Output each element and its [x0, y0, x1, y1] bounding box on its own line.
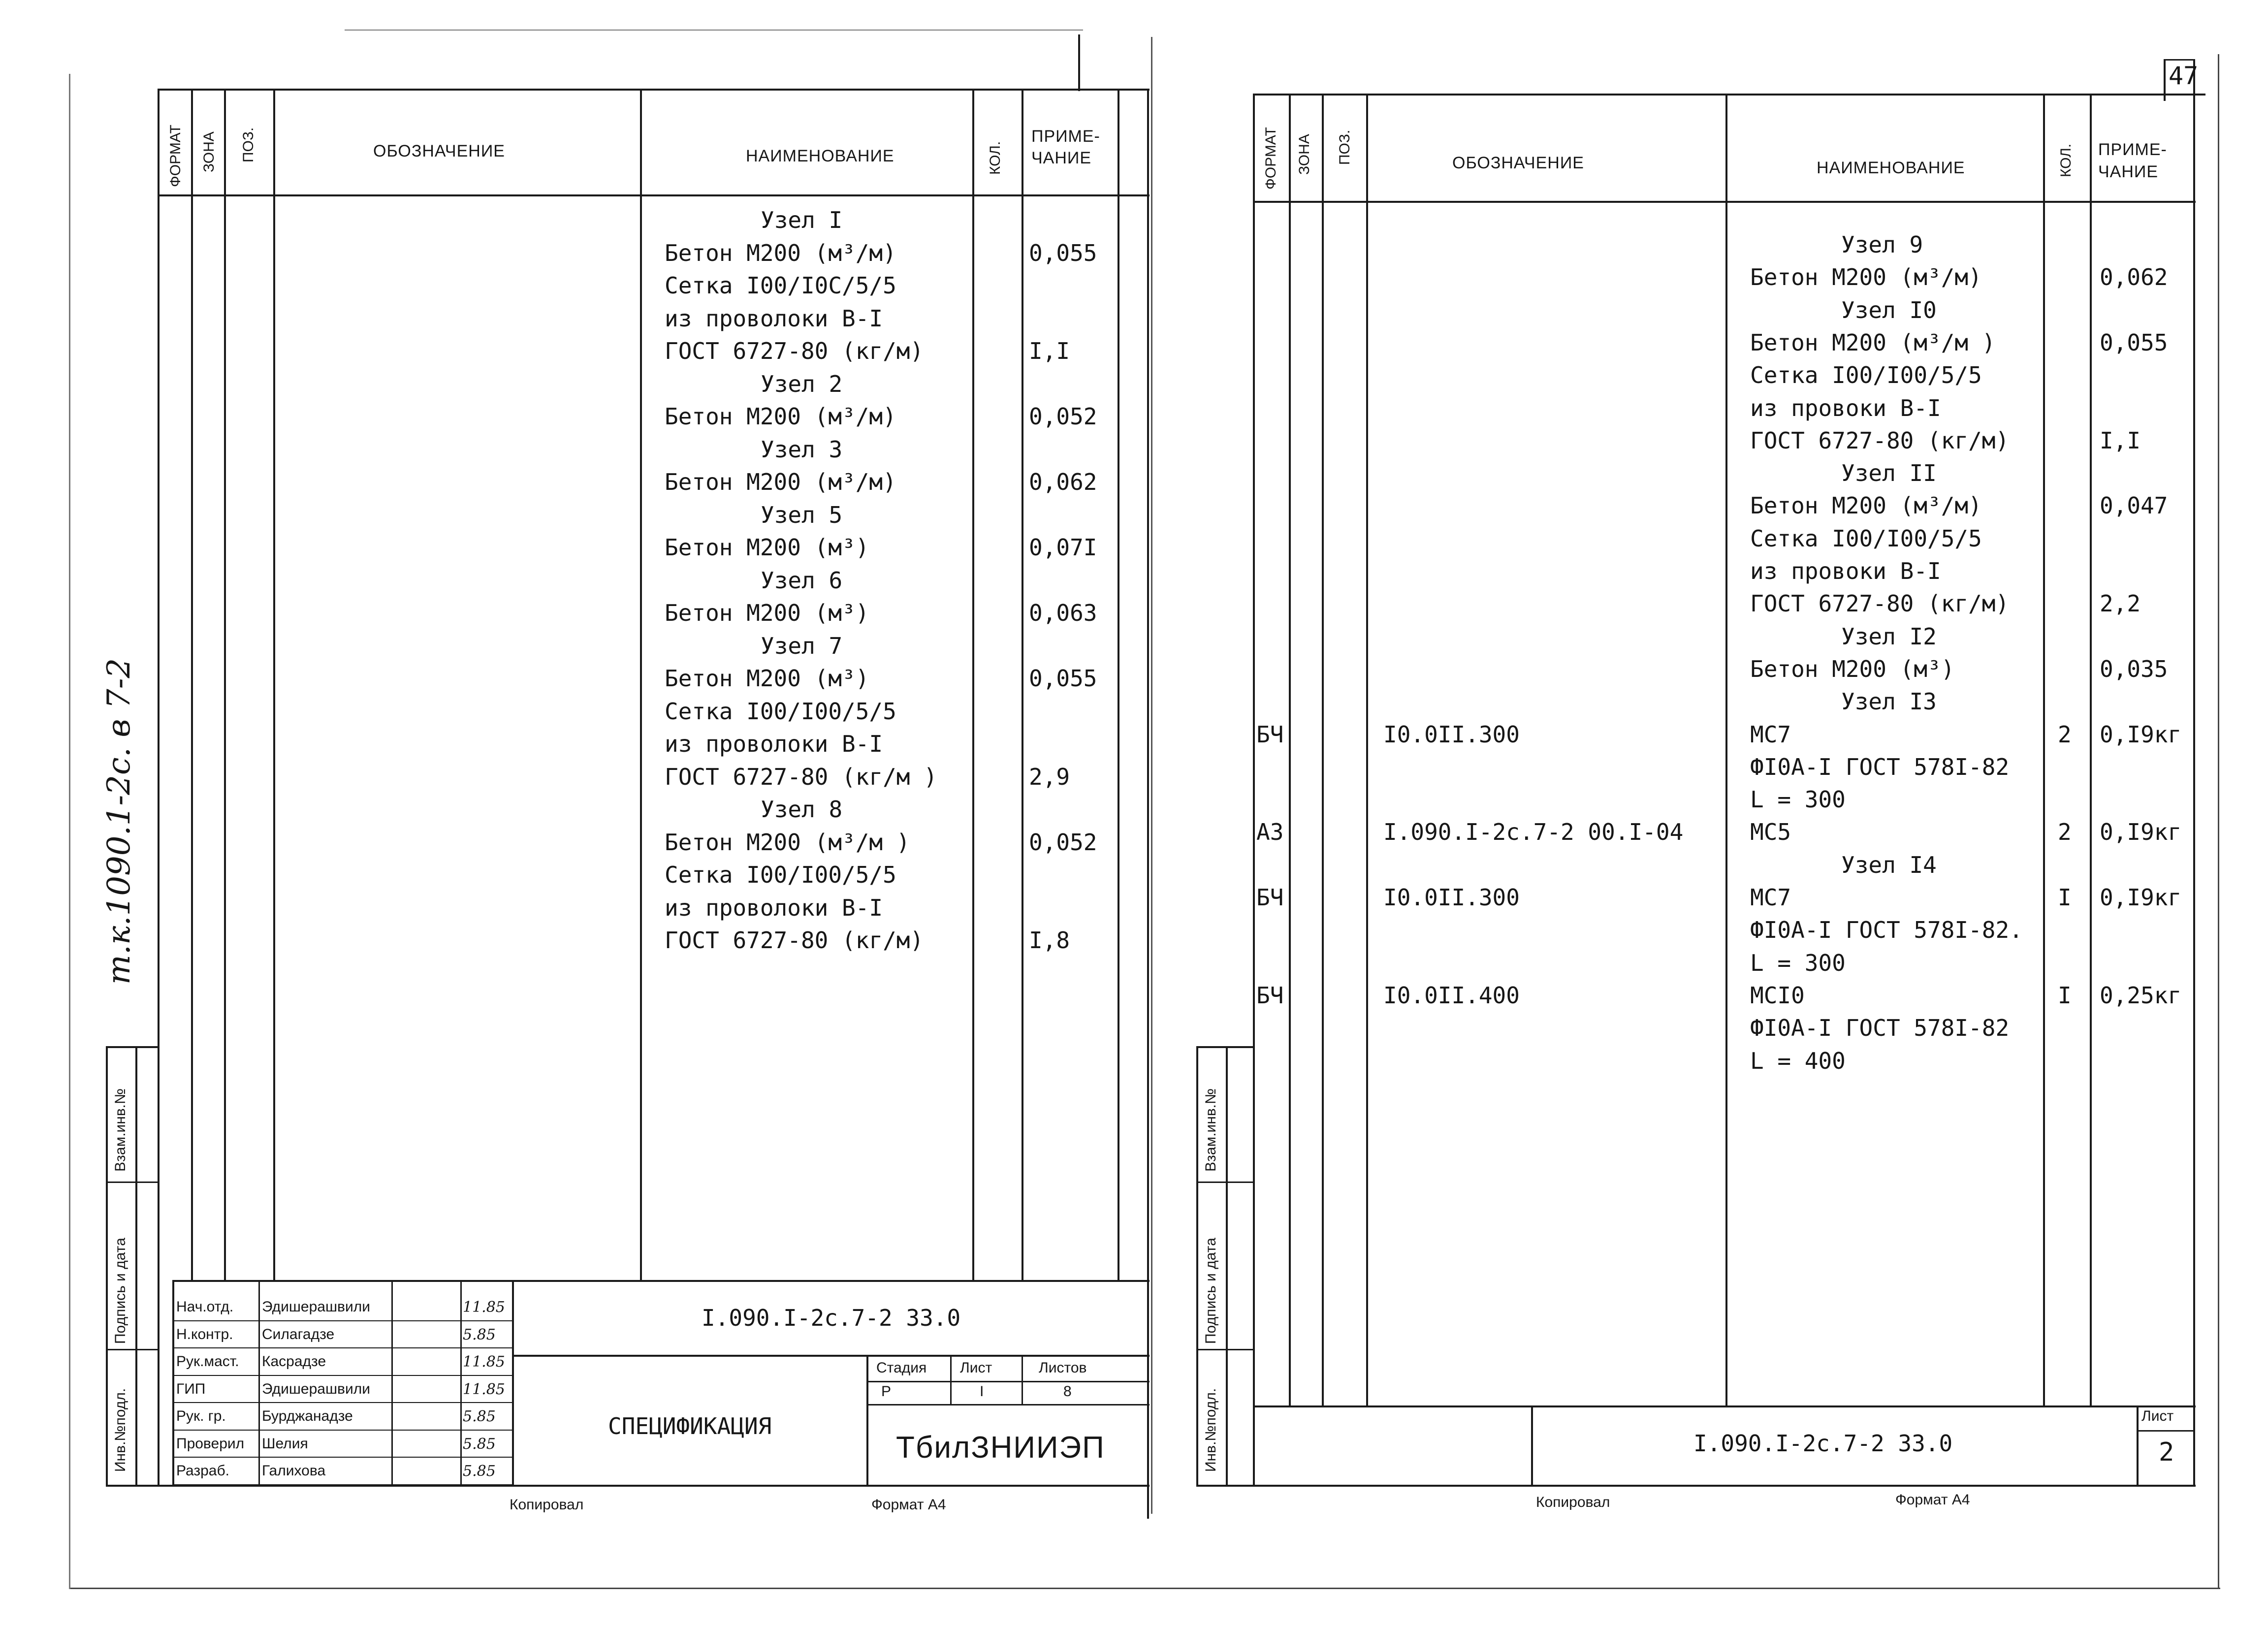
node-title: Узел 3	[761, 436, 843, 463]
r-header-format: ФОРМАТ	[1263, 127, 1279, 190]
item-name: ФI0А-I ГОСТ 578I-82	[1750, 1015, 2010, 1042]
item-format: БЧ	[1256, 721, 1284, 748]
node-title: Узел I0	[1841, 296, 1937, 323]
item-name: из провоки В-I	[1750, 558, 1941, 584]
item-name: L = 300	[1750, 786, 1846, 813]
title-block-sheet-label: Лист	[960, 1360, 992, 1376]
item-name: ГОСТ 6727-80 (кг/м)	[665, 927, 924, 954]
item-format: А3	[1256, 819, 1284, 846]
role-name: Шелия	[262, 1435, 308, 1452]
item-note: 0,I9кг	[2100, 721, 2182, 748]
item-name: МС5	[1750, 819, 1791, 846]
item-format: БЧ	[1256, 982, 1284, 1009]
header-zone: ЗОНА	[201, 131, 217, 172]
right-footer-sheet: 2	[2159, 1437, 2174, 1467]
r-header-qty: КОЛ.	[2058, 143, 2074, 177]
item-note: 0,062	[2100, 264, 2168, 291]
item-name: Сетка I00/I00/5/5	[1750, 525, 1982, 552]
item-name: Бетон М200 (м³/м)	[1750, 264, 1982, 291]
item-name: Бетон М200 (м³/м)	[665, 469, 896, 495]
node-title: Узел 8	[761, 796, 843, 823]
role-date: 5.85	[463, 1435, 496, 1453]
item-note: 2,9	[1029, 763, 1070, 790]
node-title: Узел 9	[1841, 231, 1923, 258]
item-note: I,I	[2100, 427, 2141, 454]
node-title: Узел 6	[761, 567, 843, 594]
stamp-right-replace-inv: Взам.инв.№	[1203, 1088, 1219, 1172]
role-name: Силагадзе	[262, 1326, 335, 1342]
item-name: Бетон М200 (м³)	[1750, 655, 1955, 682]
item-name: ФI0А-I ГОСТ 578I-82.	[1750, 917, 2023, 944]
item-note: I,8	[1029, 927, 1070, 954]
item-name: МС7	[1750, 721, 1791, 748]
r-header-name: НАИМЕНОВАНИЕ	[1817, 159, 1965, 177]
item-format: БЧ	[1256, 884, 1284, 911]
stamp-left-replace-inv: Взам.инв.№	[112, 1088, 128, 1172]
item-qty: I	[2058, 884, 2072, 911]
header-pos: ПОЗ.	[240, 127, 256, 162]
header-note-1: ПРИМЕ-	[1031, 127, 1100, 146]
item-qty: 2	[2058, 721, 2072, 748]
header-note-2: ЧАНИЕ	[1031, 149, 1092, 167]
item-name: L = 400	[1750, 1047, 1846, 1074]
item-name: L = 300	[1750, 949, 1846, 976]
node-title: Узел I3	[1841, 688, 1937, 715]
role-name: Эдишерашвили	[262, 1299, 370, 1315]
item-name: ГОСТ 6727-80 (кг/м)	[1750, 427, 2010, 454]
item-name: ФI0А-I ГОСТ 578I-82	[1750, 753, 2010, 780]
item-note: 0,I9кг	[2100, 884, 2182, 911]
item-note: 0,052	[1029, 403, 1097, 430]
item-name: МС7	[1750, 884, 1791, 911]
role-label: Нач.отд.	[176, 1299, 234, 1315]
role-label: ГИП	[176, 1380, 206, 1397]
item-name: ГОСТ 6727-80 (кг/м )	[665, 763, 937, 790]
role-label: Н.контр.	[176, 1326, 233, 1342]
r-header-zone: ЗОНА	[1296, 134, 1312, 175]
side-handwriting: т.к.1090.1-2с. в 7-2	[101, 658, 137, 985]
title-block-stage-label: Стадия	[876, 1360, 927, 1376]
right-footer-sheet-label: Лист	[2141, 1408, 2174, 1424]
right-footer-doc-code: I.090.I-2с.7-2 33.0	[1693, 1430, 1953, 1457]
item-note: 0,047	[2100, 492, 2168, 519]
node-title: Узел I2	[1841, 623, 1937, 650]
title-block-sheet: I	[980, 1383, 984, 1400]
title-block-stage: Р	[881, 1383, 892, 1400]
item-name: Бетон М200 (м³/м)	[665, 403, 896, 430]
role-name: Эдишерашвили	[262, 1380, 370, 1397]
item-name: Сетка I00/I00/5/5	[1750, 362, 1982, 389]
item-designation: I.090.I-2с.7-2 00.I-04	[1383, 819, 1684, 846]
r-header-note-2: ЧАНИЕ	[2098, 162, 2159, 181]
item-name: Бетон М200 (м³)	[665, 665, 869, 692]
title-block-org: ТбилЗНИИЭП	[896, 1431, 1105, 1465]
role-date: 5.85	[463, 1408, 496, 1425]
left-footer-copied: Копировал	[510, 1497, 584, 1513]
stamp-left-inv-orig: Инв.№подл.	[112, 1388, 128, 1472]
item-note: I,I	[1029, 338, 1070, 364]
stamp-right-signature-date: Подпись и дата	[1203, 1238, 1219, 1344]
item-name: МСI0	[1750, 982, 1805, 1009]
right-footer-copied: Копировал	[1536, 1494, 1610, 1510]
corner-number: 47	[2169, 62, 2199, 90]
node-title: Узел II	[1841, 460, 1937, 487]
title-block-sheets-label: Листов	[1039, 1360, 1087, 1376]
role-label: Разраб.	[176, 1463, 230, 1479]
role-date: 11.85	[463, 1353, 505, 1371]
item-name: Бетон М200 (м³/м)	[1750, 492, 1982, 519]
item-designation: I0.0II.300	[1383, 721, 1520, 748]
node-title: Узел I4	[1841, 851, 1937, 878]
item-name: Бетон М200 (м³/м )	[665, 829, 910, 856]
title-block-title: СПЕЦИФИКАЦИЯ	[608, 1413, 772, 1439]
item-designation: I0.0II.300	[1383, 884, 1520, 911]
item-name: Бетон М200 (м³)	[665, 600, 869, 626]
r-header-designation: ОБОЗНАЧЕНИЕ	[1452, 154, 1584, 172]
item-name: из проволоки В-I	[665, 731, 883, 757]
role-date: 11.85	[463, 1299, 505, 1316]
r-header-pos: ПОЗ.	[1337, 129, 1353, 165]
item-note: 0,035	[2100, 655, 2168, 682]
item-name: ГОСТ 6727-80 (кг/м)	[665, 338, 924, 364]
role-date: 11.85	[463, 1380, 505, 1398]
title-block-sheets: 8	[1063, 1383, 1072, 1400]
item-note: 2,2	[2100, 590, 2141, 617]
right-footer-format: Формат А4	[1895, 1492, 1970, 1508]
item-note: 0,052	[1029, 829, 1097, 856]
header-qty: КОЛ.	[987, 141, 1003, 175]
stamp-right-inv-orig: Инв.№подл.	[1203, 1388, 1219, 1472]
node-title: Узел 7	[761, 632, 843, 659]
role-name: Касрадзе	[262, 1353, 326, 1370]
item-note: 0,07I	[1029, 534, 1097, 561]
item-name: Сетка I00/I00/5/5	[665, 698, 896, 725]
item-note: 0,063	[1029, 600, 1097, 626]
item-name: Бетон М200 (м³)	[665, 534, 869, 561]
role-label: Проверил	[176, 1435, 245, 1452]
item-name: Бетон М200 (м³/м )	[1750, 329, 1996, 356]
item-note: 0,055	[1029, 665, 1097, 692]
item-note: 0,25кг	[2100, 982, 2182, 1009]
header-format: ФОРМАТ	[167, 125, 184, 187]
role-date: 5.85	[463, 1326, 496, 1343]
item-name: из провоки В-I	[1750, 394, 1941, 421]
role-label: Рук. гр.	[176, 1408, 226, 1424]
node-title: Узел 2	[761, 370, 843, 397]
node-title: Узел I	[761, 207, 843, 233]
role-name: Галихова	[262, 1463, 326, 1479]
role-name: Бурджанадзе	[262, 1408, 353, 1424]
item-name: из проволоки В-I	[665, 305, 883, 332]
item-name: Бетон М200 (м³/м)	[665, 239, 896, 266]
item-qty: 2	[2058, 819, 2072, 846]
r-header-note-1: ПРИМЕ-	[2098, 140, 2167, 159]
item-name: из проволоки В-I	[665, 894, 883, 921]
header-name: НАИМЕНОВАНИЕ	[746, 147, 894, 165]
item-note: 0,055	[1029, 239, 1097, 266]
item-note: 0,055	[2100, 329, 2168, 356]
stamp-left-signature-date: Подпись и дата	[112, 1238, 128, 1344]
item-name: ГОСТ 6727-80 (кг/м)	[1750, 590, 2010, 617]
item-qty: I	[2058, 982, 2072, 1009]
item-designation: I0.0II.400	[1383, 982, 1520, 1009]
node-title: Узел 5	[761, 501, 843, 528]
left-footer-format: Формат А4	[871, 1497, 946, 1513]
role-label: Рук.маст.	[176, 1353, 239, 1370]
header-designation: ОБОЗНАЧЕНИЕ	[373, 142, 505, 160]
title-block-doc-code: I.090.I-2с.7-2 33.0	[702, 1305, 961, 1331]
item-name: Сетка I00/I0C/5/5	[665, 272, 896, 299]
item-note: 0,062	[1029, 469, 1097, 495]
role-date: 5.85	[463, 1463, 496, 1480]
item-name: Сетка I00/I00/5/5	[665, 862, 896, 888]
item-note: 0,I9кг	[2100, 819, 2182, 846]
